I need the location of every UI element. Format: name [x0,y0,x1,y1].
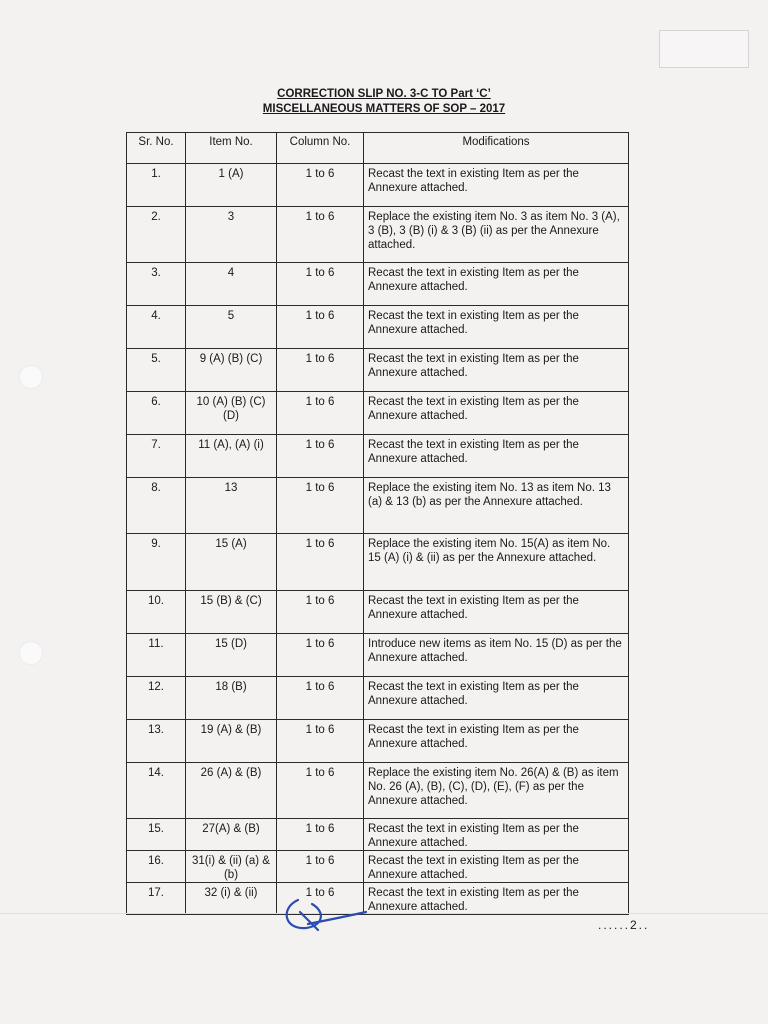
cell-sr-no: 6. [127,392,186,435]
cell-column-no: 1 to 6 [277,819,364,851]
page-divider [0,913,768,914]
cell-item-no: 1 (A) [186,164,277,207]
cell-item-no: 13 [186,478,277,534]
cell-sr-no: 15. [127,819,186,851]
cell-sr-no: 1. [127,164,186,207]
table-row [127,306,629,349]
cell-column-no: 1 to 6 [277,392,364,435]
cell-column-no: 1 to 6 [277,677,364,720]
cell-item-no: 15 (B) & (C) [186,591,277,634]
cell-modification: Recast the text in existing Item as per the Annexure attached. [364,349,629,392]
cell-modification: Introduce new items as item No. 15 (D) as per the Annexure attached. [364,634,629,677]
cell-item-no: 18 (B) [186,677,277,720]
cell-sr-no: 5. [127,349,186,392]
table-row [127,591,629,634]
cell-column-no: 1 to 6 [277,634,364,677]
cell-column-no: 1 to 6 [277,435,364,478]
cell-column-no: 1 to 6 [277,591,364,634]
cell-column-no: 1 to 6 [277,207,364,263]
table-row [127,851,629,883]
cell-modification: Replace the existing item No. 3 as item No. 3 (A), 3 (B), 3 (B) (i) & 3 (B) (ii) as per the Annexure attached. [364,207,629,263]
table-row [127,763,629,819]
page-continuation: ......2.. [598,918,650,932]
table-row [127,392,629,435]
table-row [127,164,629,207]
cell-modification: Recast the text in existing Item as per the Annexure attached. [364,677,629,720]
cell-item-no: 15 (A) [186,534,277,591]
cell-item-no: 5 [186,306,277,349]
cell-column-no: 1 to 6 [277,478,364,534]
cell-sr-no: 3. [127,263,186,306]
table-row [127,819,629,851]
cell-item-no: 9 (A) (B) (C) [186,349,277,392]
cell-item-no: 31(i) & (ii) (a) & (b) [186,851,277,883]
cell-column-no: 1 to 6 [277,763,364,819]
cell-column-no: 1 to 6 [277,164,364,207]
cell-sr-no: 14. [127,763,186,819]
cell-column-no: 1 to 6 [277,883,364,915]
cell-modification: Recast the text in existing Item as per the Annexure attached. [364,263,629,306]
table-row [127,435,629,478]
cell-item-no: 26 (A) & (B) [186,763,277,819]
cell-item-no: 11 (A), (A) (i) [186,435,277,478]
cell-item-no: 32 (i) & (ii) [186,883,277,915]
cell-modification: Recast the text in existing Item as per the Annexure attached. [364,392,629,435]
cell-sr-no: 17. [127,883,186,915]
cell-modification: Recast the text in existing Item as per the Annexure attached. [364,883,629,915]
cell-item-no: 3 [186,207,277,263]
cell-sr-no: 7. [127,435,186,478]
cell-sr-no: 16. [127,851,186,883]
cell-modification: Recast the text in existing Item as per the Annexure attached. [364,435,629,478]
table-row [127,677,629,720]
cell-item-no: 15 (D) [186,634,277,677]
table-row [127,207,629,263]
cell-sr-no: 9. [127,534,186,591]
cell-item-no: 10 (A) (B) (C) (D) [186,392,277,435]
punch-hole-bottom [20,642,42,664]
cell-modification: Recast the text in existing Item as per the Annexure attached. [364,164,629,207]
cell-column-no: 1 to 6 [277,720,364,763]
table-header-row [127,133,629,164]
table-row [127,534,629,591]
cell-column-no: 1 to 6 [277,851,364,883]
cell-column-no: 1 to 6 [277,306,364,349]
cell-modification: Replace the existing item No. 13 as item No. 13 (a) & 13 (b) as per the Annexure attached. [364,478,629,534]
table-row [127,883,629,915]
cell-modification: Replace the existing item No. 26(A) & (B) as item No. 26 (A), (B), (C), (D), (E), (F) as per the Annexure attached. [364,763,629,819]
table-row [127,263,629,306]
cell-column-no: 1 to 6 [277,349,364,392]
cell-sr-no: 13. [127,720,186,763]
stamp-box [659,30,749,68]
cell-item-no: 4 [186,263,277,306]
cell-modification: Recast the text in existing Item as per the Annexure attached. [364,306,629,349]
header-item-no: Item No. [186,133,277,164]
cell-sr-no: 12. [127,677,186,720]
cell-item-no: 27(A) & (B) [186,819,277,851]
correction-table [126,132,629,915]
cell-modification: Replace the existing item No. 15(A) as item No. 15 (A) (i) & (ii) as per the Annexure attached. [364,534,629,591]
title-line-1: CORRECTION SLIP NO. 3-C TO Part ‘C’ [277,88,491,100]
cell-sr-no: 11. [127,634,186,677]
cell-modification: Recast the text in existing Item as per the Annexure attached. [364,591,629,634]
signature [278,890,368,940]
cell-sr-no: 2. [127,207,186,263]
cell-modification: Recast the text in existing Item as per the Annexure attached. [364,851,629,883]
cell-sr-no: 4. [127,306,186,349]
cell-modification: Recast the text in existing Item as per the Annexure attached. [364,819,629,851]
cell-sr-no: 10. [127,591,186,634]
table-row [127,634,629,677]
cell-sr-no: 8. [127,478,186,534]
table-row [127,349,629,392]
table-row [127,720,629,763]
table-row [127,478,629,534]
header-modifications: Modifications [364,133,629,164]
header-column-no: Column No. [277,133,364,164]
cell-modification: Recast the text in existing Item as per the Annexure attached. [364,720,629,763]
cell-column-no: 1 to 6 [277,534,364,591]
header-sr-no: Sr. No. [127,133,186,164]
cell-column-no: 1 to 6 [277,263,364,306]
cell-item-no: 19 (A) & (B) [186,720,277,763]
punch-hole-top [20,366,42,388]
title-line-2: MISCELLANEOUS MATTERS OF SOP – 2017 [262,103,506,115]
